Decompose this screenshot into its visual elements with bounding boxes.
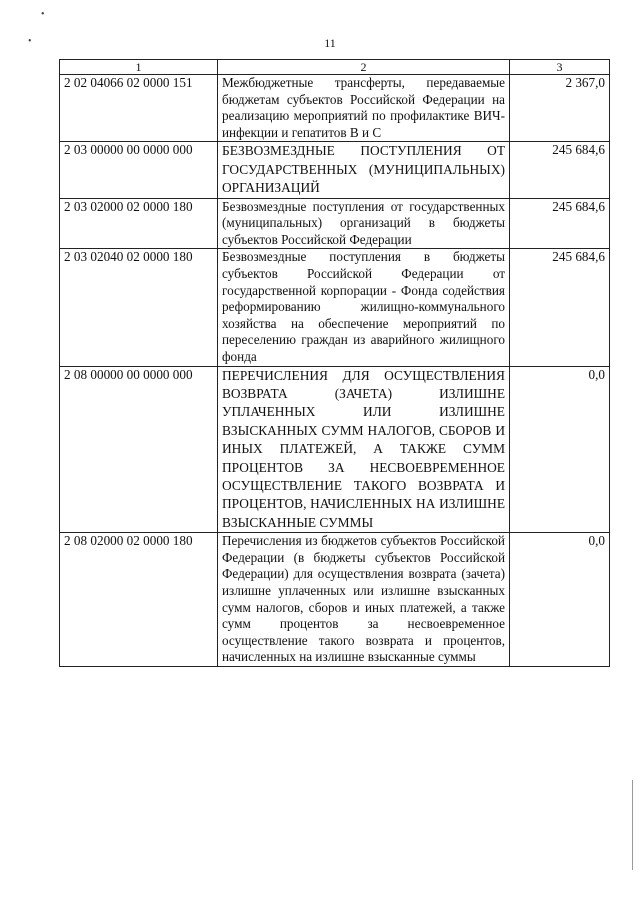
table-row [60, 249, 610, 366]
revenue-description: Безвозмездные поступления в бюджеты субъектов Российской Федерации от государственной корпорации - Фонда содействия реформированию жилищно-коммунального хозяйства на обеспечение мероприятий по переселению граждан из аварийного жилищного фонда [218, 249, 510, 366]
amount: 245 684,6 [510, 142, 610, 198]
budget-code: 2 03 00000 00 0000 000 [60, 142, 218, 198]
column-header: 3 [510, 60, 610, 75]
budget-code: 2 03 02040 02 0000 180 [60, 249, 218, 366]
budget-code: 2 02 04066 02 0000 151 [60, 75, 218, 142]
scan-speck: • [28, 36, 32, 47]
revenue-description: Перечисления из бюджетов субъектов Российской Федерации (в бюджеты субъектов Российской Федерации) для осуществления возврата (зачета) излишне уплаченных или излишне взысканных сумм налогов, сборов и иных платежей, а также сумм процентов за несвоевременное осуществление такого возврата и процентов, начисленных на излишне взысканные суммы [218, 533, 510, 667]
table-row [60, 198, 610, 249]
amount: 0,0 [510, 533, 610, 667]
column-header: 1 [60, 60, 218, 75]
column-header: 2 [218, 60, 510, 75]
page-number: 11 [324, 36, 336, 50]
scan-speck: • [41, 9, 45, 20]
revenue-description: Межбюджетные трансферты, передаваемые бюджетам субъектов Российской Федерации на реализацию мероприятий по профилактике ВИЧ-инфекции и гепатитов В и С [218, 75, 510, 142]
amount: 245 684,6 [510, 198, 610, 249]
table-row [60, 142, 610, 198]
revenue-description: ПЕРЕЧИСЛЕНИЯ ДЛЯ ОСУЩЕСТВЛЕНИЯ ВОЗВРАТА (ЗАЧЕТА) ИЗЛИШНЕ УПЛАЧЕННЫХ ИЛИ ИЗЛИШНЕ ВЗЫСКАННЫХ СУММ НАЛОГОВ, СБОРОВ И ИНЫХ ПЛАТЕЖЕЙ, А ТАКЖЕ СУММ ПРОЦЕНТОВ ЗА НЕСВОЕВРЕМЕННОЕ ОСУЩЕСТВЛЕНИЕ ТАКОГО ВОЗВРАТА И ПРОЦЕНТОВ, НАЧИСЛЕННЫХ НА ИЗЛИШНЕ ВЗЫСКАННЫЕ СУММЫ [218, 366, 510, 533]
budget-code: 2 03 02000 02 0000 180 [60, 198, 218, 249]
table-row [60, 75, 610, 142]
budget-code: 2 08 02000 02 0000 180 [60, 533, 218, 667]
table-row [60, 533, 610, 667]
revenue-description: Безвозмездные поступления от государственных (муниципальных) организаций в бюджеты субъектов Российской Федерации [218, 198, 510, 249]
amount: 2 367,0 [510, 75, 610, 142]
table-header-row [60, 60, 610, 75]
budget-code: 2 08 00000 00 0000 000 [60, 366, 218, 533]
revenue-description: БЕЗВОЗМЕЗДНЫЕ ПОСТУПЛЕНИЯ ОТ ГОСУДАРСТВЕННЫХ (МУНИЦИПАЛЬНЫХ) ОРГАНИЗАЦИЙ [218, 142, 510, 198]
amount: 0,0 [510, 366, 610, 533]
budget-revenue-table [59, 59, 610, 667]
amount: 245 684,6 [510, 249, 610, 366]
scan-edge-line [632, 780, 633, 870]
table-row [60, 366, 610, 533]
